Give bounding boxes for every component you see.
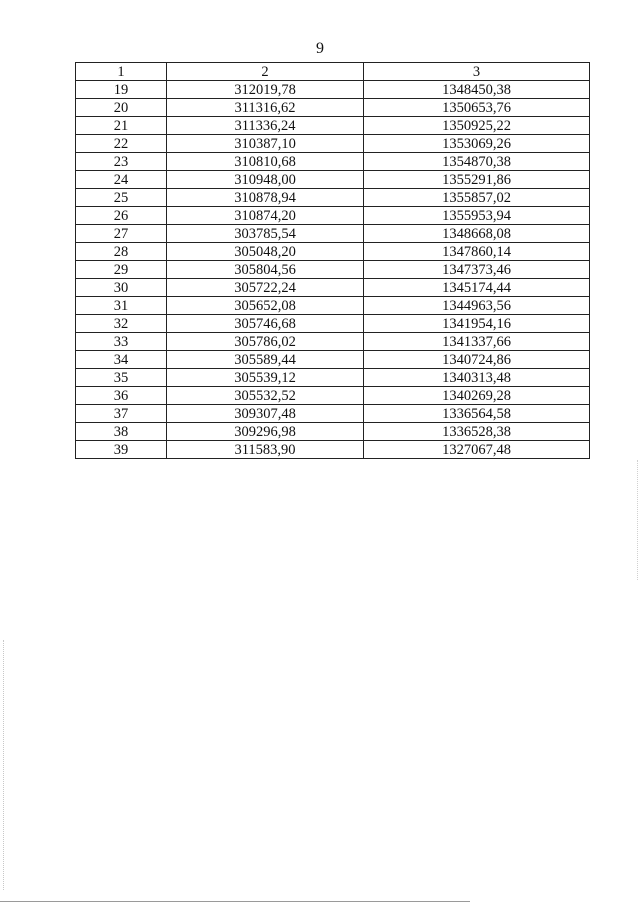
cell-y-coordinate: 1350653,76 — [364, 99, 590, 117]
cell-x-coordinate: 309296,98 — [167, 423, 364, 441]
cell-x-coordinate: 305786,02 — [167, 333, 364, 351]
table-row — [76, 369, 590, 387]
table-header — [76, 63, 590, 81]
cell-point-number: 28 — [76, 243, 167, 261]
cell-y-coordinate: 1354870,38 — [364, 153, 590, 171]
cell-x-coordinate: 305532,52 — [167, 387, 364, 405]
cell-x-coordinate: 305746,68 — [167, 315, 364, 333]
table-row — [76, 261, 590, 279]
cell-point-number: 27 — [76, 225, 167, 243]
cell-point-number: 31 — [76, 297, 167, 315]
table-row — [76, 441, 590, 459]
cell-x-coordinate: 311336,24 — [167, 117, 364, 135]
table-row — [76, 189, 590, 207]
cell-x-coordinate: 305048,20 — [167, 243, 364, 261]
table-row — [76, 243, 590, 261]
cell-x-coordinate: 303785,54 — [167, 225, 364, 243]
table-row — [76, 225, 590, 243]
cell-point-number: 21 — [76, 117, 167, 135]
cell-x-coordinate: 305539,12 — [167, 369, 364, 387]
cell-point-number: 33 — [76, 333, 167, 351]
table-row — [76, 171, 590, 189]
cell-y-coordinate: 1340724,86 — [364, 351, 590, 369]
cell-point-number: 26 — [76, 207, 167, 225]
table-row — [76, 405, 590, 423]
header-row — [76, 63, 590, 81]
table-row — [76, 423, 590, 441]
table-row — [76, 297, 590, 315]
cell-point-number: 24 — [76, 171, 167, 189]
cell-point-number: 20 — [76, 99, 167, 117]
cell-point-number: 34 — [76, 351, 167, 369]
cell-y-coordinate: 1347860,14 — [364, 243, 590, 261]
table-row — [76, 351, 590, 369]
cell-point-number: 29 — [76, 261, 167, 279]
cell-x-coordinate: 309307,48 — [167, 405, 364, 423]
cell-y-coordinate: 1336528,38 — [364, 423, 590, 441]
scan-artifact-right — [637, 460, 638, 580]
page-number: 9 — [316, 40, 324, 57]
table-row — [76, 315, 590, 333]
cell-x-coordinate: 312019,78 — [167, 81, 364, 99]
cell-x-coordinate: 310948,00 — [167, 171, 364, 189]
cell-x-coordinate: 305652,08 — [167, 297, 364, 315]
cell-x-coordinate: 310874,20 — [167, 207, 364, 225]
cell-y-coordinate: 1327067,48 — [364, 441, 590, 459]
cell-y-coordinate: 1355857,02 — [364, 189, 590, 207]
cell-y-coordinate: 1353069,26 — [364, 135, 590, 153]
table-row — [76, 81, 590, 99]
cell-point-number: 32 — [76, 315, 167, 333]
cell-y-coordinate: 1340313,48 — [364, 369, 590, 387]
header-cell-y: 3 — [364, 63, 590, 81]
cell-x-coordinate: 310387,10 — [167, 135, 364, 153]
cell-point-number: 22 — [76, 135, 167, 153]
cell-x-coordinate: 305589,44 — [167, 351, 364, 369]
cell-point-number: 35 — [76, 369, 167, 387]
header-cell-x: 2 — [167, 63, 364, 81]
cell-point-number: 38 — [76, 423, 167, 441]
table-row — [76, 135, 590, 153]
cell-x-coordinate: 305722,24 — [167, 279, 364, 297]
cell-point-number: 19 — [76, 81, 167, 99]
cell-y-coordinate: 1341337,66 — [364, 333, 590, 351]
cell-x-coordinate: 311583,90 — [167, 441, 364, 459]
cell-y-coordinate: 1345174,44 — [364, 279, 590, 297]
cell-y-coordinate: 1348668,08 — [364, 225, 590, 243]
cell-y-coordinate: 1348450,38 — [364, 81, 590, 99]
cell-x-coordinate: 311316,62 — [167, 99, 364, 117]
cell-point-number: 30 — [76, 279, 167, 297]
cell-point-number: 39 — [76, 441, 167, 459]
cell-point-number: 25 — [76, 189, 167, 207]
table-row — [76, 99, 590, 117]
cell-y-coordinate: 1355291,86 — [364, 171, 590, 189]
cell-y-coordinate: 1347373,46 — [364, 261, 590, 279]
cell-x-coordinate: 305804,56 — [167, 261, 364, 279]
table-row — [76, 279, 590, 297]
header-cell-point: 1 — [76, 63, 167, 81]
table-body — [76, 81, 590, 459]
cell-point-number: 36 — [76, 387, 167, 405]
scan-artifact-left — [3, 640, 4, 890]
scan-artifact-bottom — [0, 901, 470, 902]
cell-y-coordinate: 1340269,28 — [364, 387, 590, 405]
cell-point-number: 37 — [76, 405, 167, 423]
table-row — [76, 117, 590, 135]
coordinates-table — [75, 62, 590, 459]
table-row — [76, 153, 590, 171]
table-row — [76, 207, 590, 225]
cell-y-coordinate: 1355953,94 — [364, 207, 590, 225]
cell-y-coordinate: 1341954,16 — [364, 315, 590, 333]
cell-y-coordinate: 1344963,56 — [364, 297, 590, 315]
cell-x-coordinate: 310810,68 — [167, 153, 364, 171]
cell-point-number: 23 — [76, 153, 167, 171]
cell-x-coordinate: 310878,94 — [167, 189, 364, 207]
cell-y-coordinate: 1336564,58 — [364, 405, 590, 423]
table-row — [76, 387, 590, 405]
cell-y-coordinate: 1350925,22 — [364, 117, 590, 135]
table-row — [76, 333, 590, 351]
